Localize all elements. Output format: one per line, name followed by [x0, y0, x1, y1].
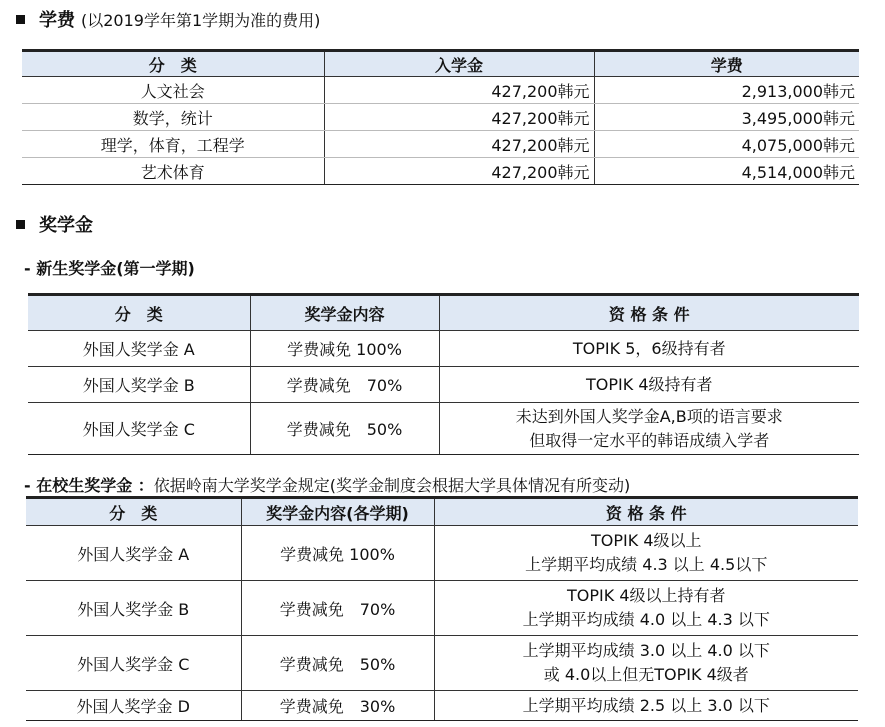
header-content: 奖学金内容 — [250, 295, 439, 331]
table-row — [26, 691, 858, 721]
content-cell: 学费减免 70% — [250, 367, 439, 403]
content-cell: 学费减免 30% — [241, 691, 434, 721]
header-admission: 入学金 — [324, 51, 594, 77]
square-bullet-icon — [16, 220, 25, 229]
category-cell: 理学，体育，工程学 — [22, 131, 324, 158]
table-row — [28, 367, 859, 403]
conditions-cell — [434, 581, 858, 636]
category-cell: 外国人奖学金 B — [28, 367, 250, 403]
conditions-cell — [434, 526, 858, 581]
header-fee: 学费 — [594, 51, 859, 77]
fee-cell: 3,495,000韩元 — [594, 104, 859, 131]
freshman-scholarship-table — [28, 293, 859, 455]
condition-line: 上学期平均成绩 4.3 以上 4.5以下 — [525, 555, 768, 574]
conditions-cell — [439, 367, 859, 403]
category-cell: 数学，统计 — [22, 104, 324, 131]
table-header-row — [26, 498, 858, 526]
freshman-subheading: - 新生奖学金(第一学期) — [24, 259, 195, 278]
square-bullet-icon — [16, 15, 25, 24]
category-cell: 外国人奖学金 D — [26, 691, 241, 721]
content-cell: 学费减免 70% — [241, 581, 434, 636]
condition-line: 上学期平均成绩 4.0 以上 4.3 以下 — [522, 610, 770, 629]
fee-cell: 4,075,000韩元 — [594, 131, 859, 158]
content-cell: 学费减免 100% — [241, 526, 434, 581]
table-row — [22, 104, 859, 131]
tuition-note: (以2019学年第1学期为准的费用) — [81, 11, 321, 30]
conditions-cell — [439, 331, 859, 367]
header-conditions: 资 格 条 件 — [439, 295, 859, 331]
fee-cell: 4,514,000韩元 — [594, 158, 859, 185]
content-cell: 学费减免 100% — [250, 331, 439, 367]
table-row — [26, 526, 858, 581]
scholarship-heading — [16, 211, 93, 237]
table-row — [26, 581, 858, 636]
condition-line: 但取得一定水平的韩语成绩入学者 — [529, 430, 770, 450]
table-header-row — [28, 295, 859, 331]
category-cell: 外国人奖学金 C — [26, 636, 241, 691]
tuition-title: 学费 — [39, 10, 75, 31]
table-row — [22, 77, 859, 104]
table-row — [22, 158, 859, 185]
scholarship-title: 奖学金 — [39, 215, 93, 236]
condition-line: TOPIK 4级以上 — [591, 531, 702, 550]
table-row — [28, 331, 859, 367]
condition-line: TOPIK 4级以上持有者 — [567, 586, 726, 605]
category-cell: 外国人奖学金 C — [28, 403, 250, 455]
admission-cell: 427,200韩元 — [324, 77, 594, 104]
fee-cell: 2,913,000韩元 — [594, 77, 859, 104]
table-row — [22, 131, 859, 158]
admission-cell: 427,200韩元 — [324, 158, 594, 185]
current-student-title: - 在校生奖学金 ： — [24, 476, 154, 495]
category-cell: 外国人奖学金 A — [28, 331, 250, 367]
table-header-row — [22, 51, 859, 77]
table-row — [26, 636, 858, 691]
header-category: 分 类 — [22, 51, 324, 77]
condition-line: TOPIK 5，6级持有者 — [572, 338, 726, 358]
conditions-cell — [434, 636, 858, 691]
condition-line: TOPIK 4级持有者 — [586, 374, 713, 394]
table-row — [28, 403, 859, 455]
content-cell: 学费减免 50% — [250, 403, 439, 455]
header-category: 分 类 — [28, 295, 250, 331]
header-content: 奖学金内容(各学期) — [241, 498, 434, 526]
category-cell: 外国人奖学金 B — [26, 581, 241, 636]
content-cell: 学费减免 50% — [241, 636, 434, 691]
category-cell: 人文社会 — [22, 77, 324, 104]
header-category: 分 类 — [26, 498, 241, 526]
admission-cell: 427,200韩元 — [324, 104, 594, 131]
current-student-subheading — [24, 473, 630, 496]
condition-line: 上学期平均成绩 3.0 以上 4.0 以下 — [522, 641, 770, 660]
category-cell: 外国人奖学金 A — [26, 526, 241, 581]
current-scholarship-table — [26, 496, 858, 721]
tuition-table — [22, 49, 859, 185]
condition-line: 未达到外国人奖学金A,B项的语言要求 — [515, 406, 783, 426]
admission-cell: 427,200韩元 — [324, 131, 594, 158]
conditions-cell — [439, 403, 859, 455]
current-student-description: 依据岭南大学奖学金规定(奖学金制度会根据大学具体情况有所变动) — [153, 476, 631, 495]
condition-line: 上学期平均成绩 2.5 以上 3.0 以下 — [522, 695, 770, 715]
header-conditions: 资 格 条 件 — [434, 498, 858, 526]
category-cell: 艺术体育 — [22, 158, 324, 185]
condition-line: 或 4.0以上但无TOPIK 4级者 — [543, 665, 749, 684]
conditions-cell — [434, 691, 858, 721]
tuition-heading — [16, 6, 320, 32]
